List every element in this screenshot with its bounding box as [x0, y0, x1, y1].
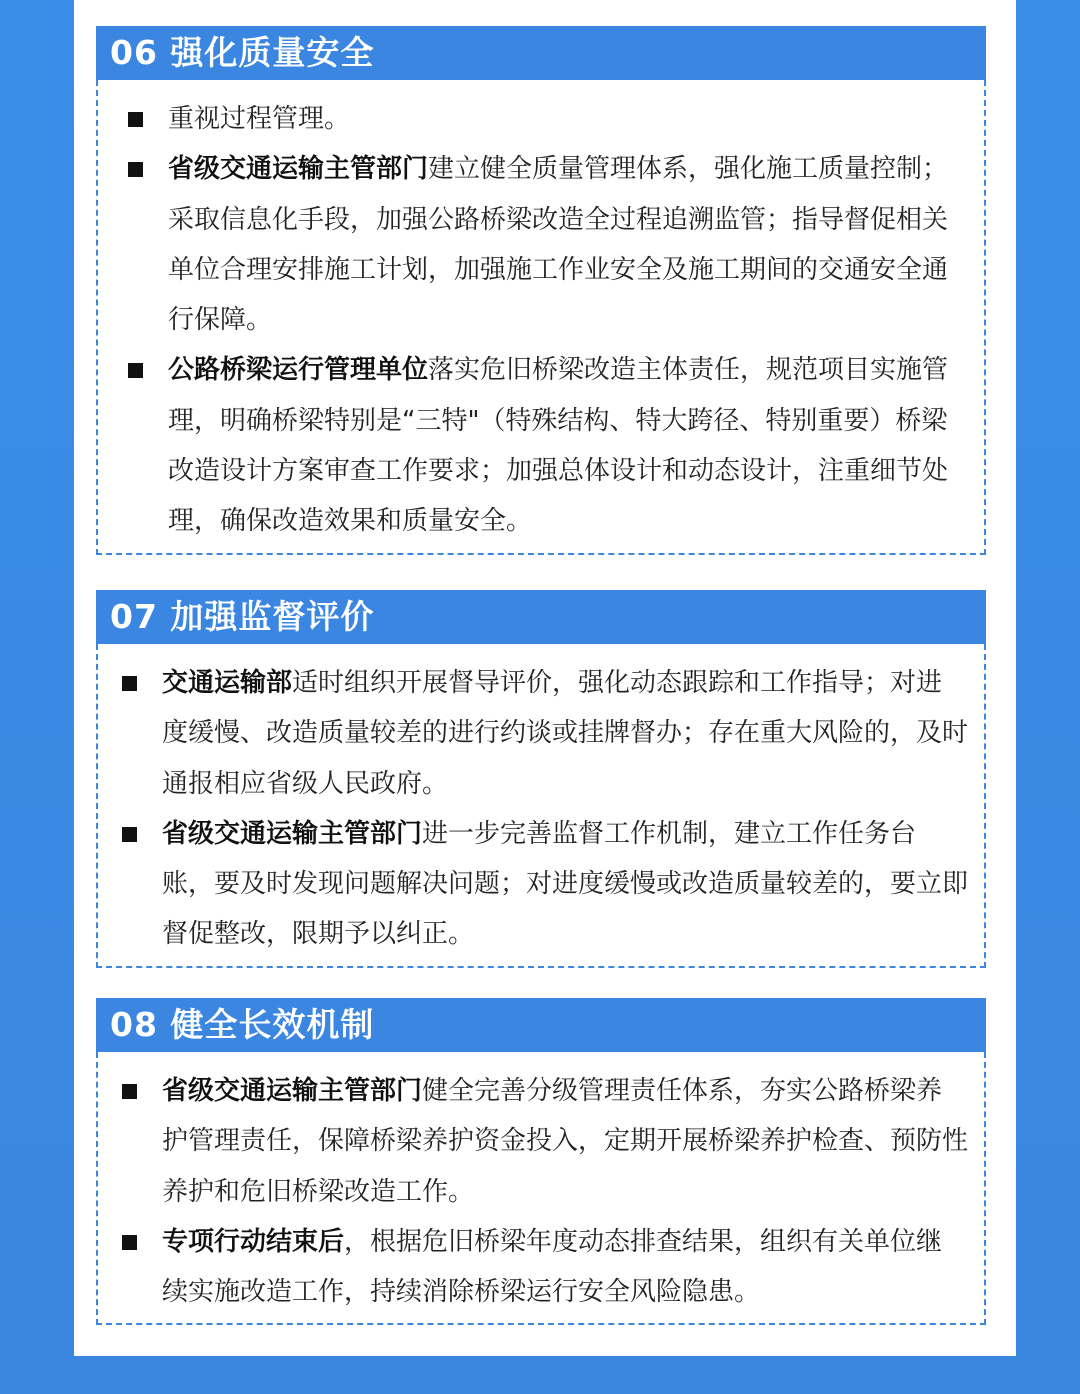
item-text: 健全完善分级管理责任体系，夯实公路桥梁养护管理责任，保障桥梁养护资金投入，定期开展桥梁养护检查、预防性养护和危旧桥梁改造工作。 [162, 1076, 969, 1207]
section-supervision-evaluation [96, 590, 986, 968]
item-lead: 省级交通运输主管部门 [168, 154, 429, 185]
section-long-term-mechanism [96, 998, 986, 1325]
list-item [98, 809, 968, 960]
item-text: ，根据危旧桥梁年度动态排查结果，组织有关单位继续实施改造工作，持续消除桥梁运行安全风险隐患。 [162, 1226, 943, 1308]
list-item [98, 144, 968, 345]
item-text: 落实危旧桥梁改造主体责任，规范项目实施管理，明确桥梁特别是“三特"（特殊结构、特大跨径、特别重要）桥梁改造设计方案审查工作要求；加强总体设计和动态设计，注重细节处理，确保改造效果和质量安全。 [168, 355, 949, 537]
section-header: 06 强化质量安全 [96, 26, 986, 80]
list-item [98, 658, 968, 809]
document-page [74, 0, 1016, 1356]
list-item [98, 345, 968, 546]
square-bullet-icon [122, 1235, 137, 1250]
item-lead: 交通运输部 [162, 668, 293, 698]
item-text: 重视过程管理。 [168, 104, 351, 134]
item-text: 适时组织开展督导评价，强化动态跟踪和工作指导；对进度缓慢、改造质量较差的进行约谈或挂牌督办；存在重大风险的，及时通报相应省级人民政府。 [162, 668, 969, 799]
list-item [98, 1217, 968, 1318]
item-lead: 专项行动结束后 [162, 1226, 345, 1257]
section-content [96, 80, 986, 555]
list-item [98, 94, 968, 144]
item-text: 进一步完善监督工作机制，建立工作任务台账，要及时发现问题解决问题；对进度缓慢或改造质量较差的，要立即督促整改，限期予以纠正。 [162, 818, 969, 950]
section-header: 07 加强监督评价 [96, 590, 986, 644]
item-text: 建立健全质量管理体系，强化施工质量控制；采取信息化手段，加强公路桥梁改造全过程追溯监管；指导督促相关单位合理安排施工计划，加强施工作业安全及施工期间的交通安全通行保障。 [168, 154, 949, 336]
list-item [98, 1066, 968, 1217]
square-bullet-icon [128, 363, 143, 378]
section-content [96, 644, 986, 968]
item-lead: 省级交通运输主管部门 [162, 818, 423, 849]
item-lead: 公路桥梁运行管理单位 [168, 355, 429, 386]
square-bullet-icon [122, 827, 137, 842]
section-quality-safety [96, 26, 986, 555]
square-bullet-icon [122, 676, 137, 691]
section-header: 08 健全长效机制 [96, 998, 986, 1052]
square-bullet-icon [128, 162, 143, 177]
item-lead: 省级交通运输主管部门 [162, 1076, 423, 1106]
square-bullet-icon [128, 112, 143, 127]
section-content [96, 1052, 986, 1325]
square-bullet-icon [122, 1084, 137, 1099]
